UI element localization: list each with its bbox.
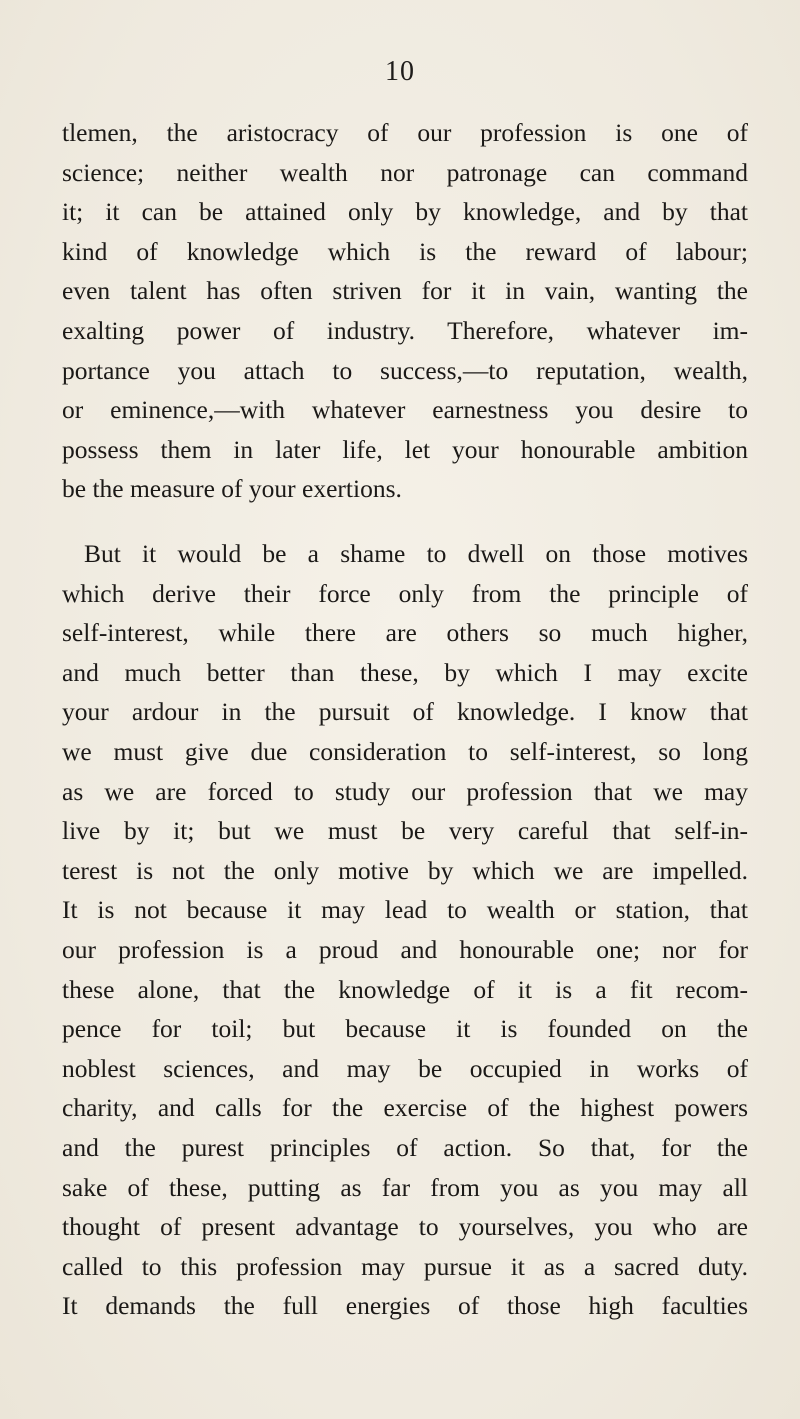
- text-line: noblest sciences, and may be occupied in works of: [62, 1053, 748, 1083]
- text-line: be the measure of your exertions.: [62, 474, 402, 504]
- text-line: live by it; but we must be very careful that self-in-: [62, 816, 748, 846]
- text-line: sake of these, putting as far from you as you may all: [62, 1172, 748, 1202]
- text-line: tlemen, the aristocracy of our profession is one of: [62, 118, 748, 147]
- text-line: which derive their force only from the principle of: [62, 578, 748, 608]
- text-line: possess them in later life, let your honourable ambition: [62, 434, 748, 464]
- text-line: called to this profession may pursue it as a sacred duty.: [62, 1251, 748, 1281]
- text-line: even talent has often striven for it in vain, wanting the: [62, 276, 748, 306]
- text-line: It demands the full energies of those high faculties: [62, 1291, 748, 1321]
- text-line: these alone, that the knowledge of it is a fit recom-: [62, 974, 748, 1004]
- text-line: we must give due consideration to self-interest, so long: [62, 736, 748, 766]
- text-line: and much better than these, by which I may excite: [62, 657, 748, 687]
- text-line: thought of present advantage to yourselves, you who are: [62, 1212, 748, 1242]
- page-number: 10: [385, 56, 415, 87]
- text-line: charity, and calls for the exercise of the highest powers: [62, 1093, 748, 1123]
- text-line: and the purest principles of action. So that, for the: [62, 1132, 748, 1162]
- text-line: your ardour in the pursuit of knowledge. I know that: [62, 697, 748, 727]
- text-line: exalting power of industry. Therefore, whatever im-: [62, 315, 748, 345]
- text-line: But it would be a shame to dwell on those motives: [84, 539, 748, 568]
- text-line: science; neither wealth nor patronage can command: [62, 157, 748, 187]
- text-line: as we are forced to study our profession that we may: [62, 776, 748, 806]
- text-line: portance you attach to success,—to reputation, wealth,: [62, 355, 748, 385]
- text-line: our profession is a proud and honourable one; nor for: [62, 934, 748, 964]
- text-line: it; it can be attained only by knowledge, and by that: [62, 197, 748, 227]
- paragraph-1: [62, 113, 748, 509]
- text-line: terest is not the only motive by which we are impelled.: [62, 855, 748, 885]
- text-line: or eminence,—with whatever earnestness you desire to: [62, 395, 748, 425]
- text-line: It is not because it may lead to wealth or station, that: [62, 895, 748, 925]
- text-line: pence for toil; but because it is founded on the: [62, 1014, 748, 1044]
- text-line: kind of knowledge which is the reward of labour;: [62, 236, 748, 266]
- text-line: self-interest, while there are others so much higher,: [62, 618, 748, 648]
- paragraph-2: [62, 534, 748, 1326]
